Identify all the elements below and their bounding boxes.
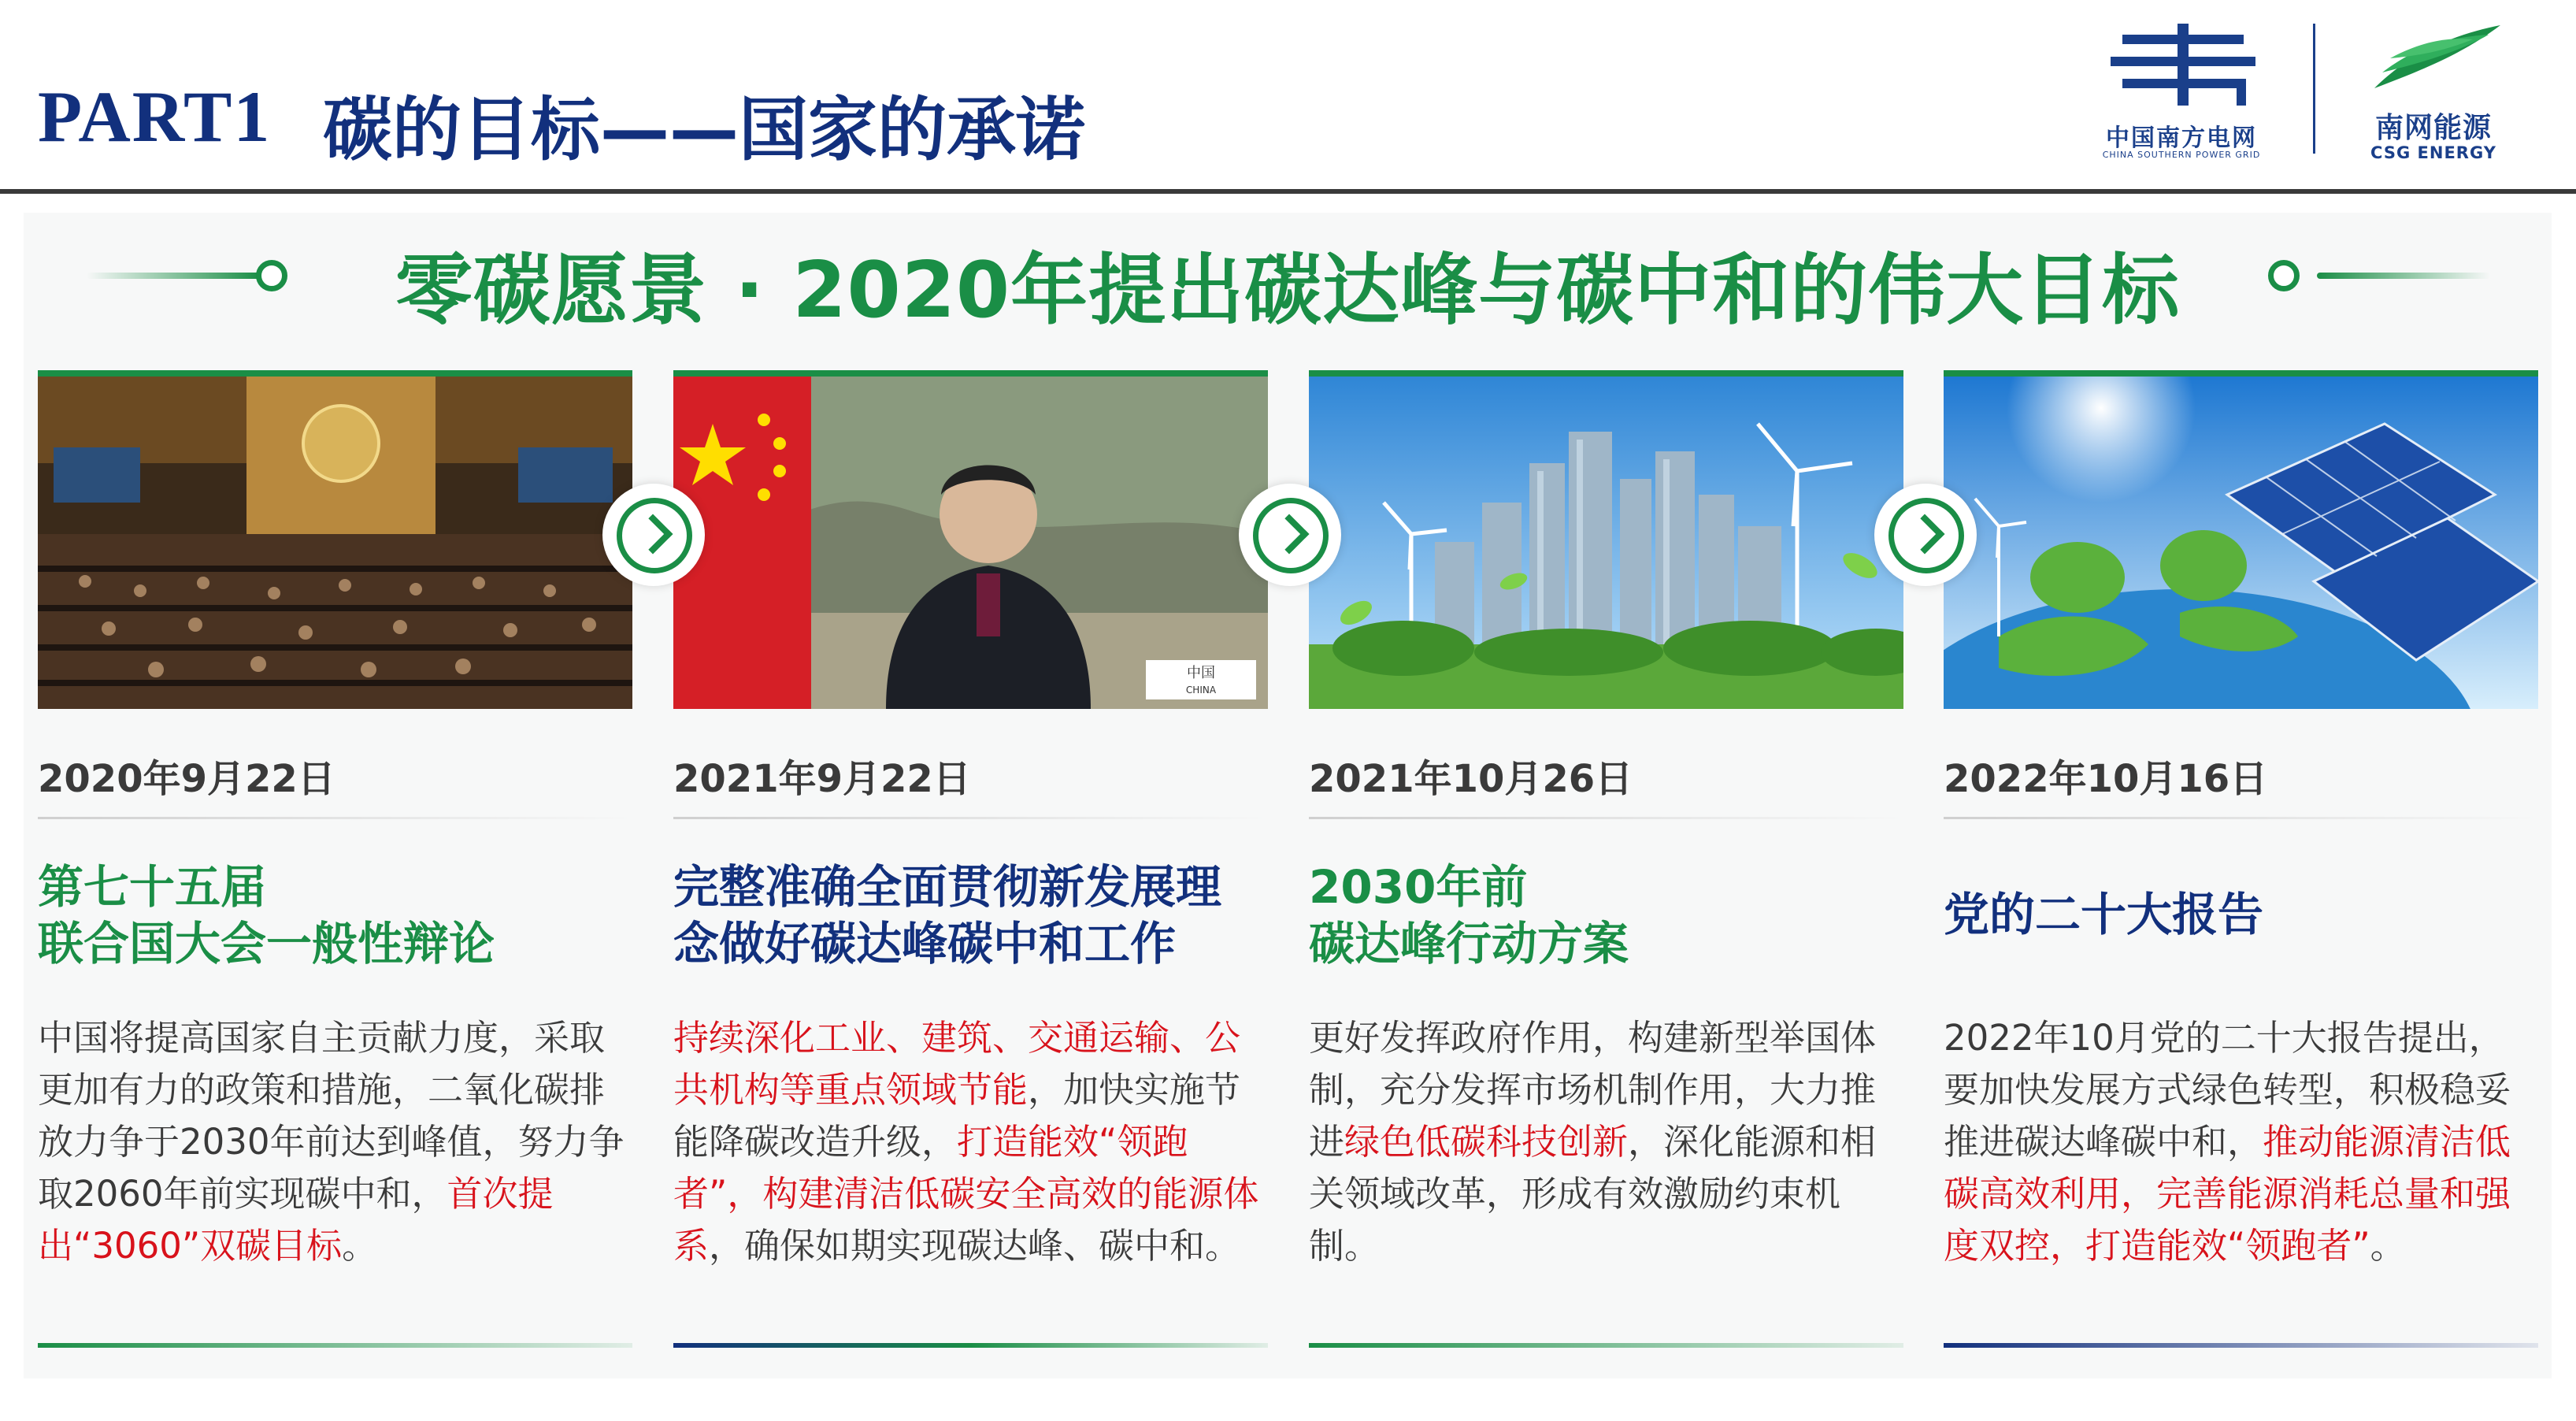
- card-title-line: 联合国大会一般性辩论: [38, 917, 495, 970]
- card-body-text: 2022年10月党的二十大报告提出，要加快发展方式绿色转型，积极稳妥推进碳达峰碳中和，: [1944, 1017, 2511, 1163]
- leaf-emblem-icon: [2343, 17, 2524, 104]
- card-title-line: 党的二十大报告: [1944, 888, 2264, 941]
- card-body-highlight: 绿色低碳科技创新: [1344, 1121, 1629, 1163]
- card-body-text: 更好发挥政府作用，构建新型举国体制，充分发挥市场机制作用，大力推进: [1309, 1017, 1877, 1163]
- un-assembly-photo: [38, 370, 632, 709]
- card-title-line: 完整准确全面贯彻新发展理: [673, 860, 1222, 914]
- timeline-card-1: [38, 370, 632, 1394]
- card-footer-line: [1944, 1343, 2538, 1348]
- card-date: 2021年9月22日: [673, 757, 971, 801]
- card-title-line: 碳达峰行动方案: [1309, 917, 1629, 970]
- card-title-line: 念做好碳达峰碳中和工作: [673, 917, 1177, 970]
- csg-energy-logo: [2343, 17, 2524, 162]
- card-date: 2022年10月16日: [1944, 757, 2268, 801]
- csg-logo-sub: CHINA SOUTHERN POWER GRID: [2102, 150, 2261, 160]
- video-address-photo: [673, 370, 1268, 709]
- card-title-line: 2030年前: [1309, 860, 1528, 914]
- csg-energy-logo-sub: CSG ENERGY: [2370, 143, 2496, 162]
- card-footer-line: [38, 1343, 632, 1348]
- card-body-highlight: 首次提出“3060”双碳目标: [38, 1173, 554, 1267]
- green-city-photo: [1309, 370, 1903, 709]
- card-body: [1309, 1012, 1900, 1272]
- slide-header: [0, 0, 2576, 197]
- header-divider: [0, 189, 2576, 194]
- logo-divider: [2313, 24, 2315, 154]
- banner-line-right: [2317, 273, 2490, 279]
- card-title: [673, 859, 1268, 972]
- card-title-line: 第七十五届: [38, 860, 267, 914]
- banner-line-left: [87, 273, 260, 279]
- card-body-text: 。: [342, 1225, 378, 1267]
- card-footer-line: [673, 1343, 1268, 1348]
- card-date: 2021年10月26日: [1309, 757, 1633, 801]
- solar-earth-photo: [1944, 370, 2538, 709]
- slide-title: 碳的目标——国家的承诺: [323, 89, 1086, 170]
- card-footer-line: [1309, 1343, 1903, 1348]
- card-body-text: ，深化能源和相关领域改革，形成有效激励约束机制。: [1309, 1121, 1877, 1267]
- timeline-card-2: [673, 370, 1268, 1394]
- timeline-card-4: [1944, 370, 2538, 1394]
- card-separator: [38, 817, 632, 819]
- card-body: [38, 1012, 628, 1272]
- card-separator: [1944, 817, 2538, 819]
- banner-title: 零碳愿景 · 2020年提出碳达峰与碳中和的伟大目标: [395, 246, 2181, 336]
- card-body-text: 中国将提高国家自主贡献力度，采取更加有力的政策和措施，二氧化碳排放力争于2030年前达到峰值，努力争取2060年前实现碳中和，: [38, 1017, 625, 1215]
- banner-dot-left: [256, 260, 287, 291]
- card-body-text: ，确保如期实现碳达峰、碳中和。: [709, 1225, 1241, 1267]
- card-body: [1944, 1012, 2534, 1272]
- card-body-highlight: 打造能效“领跑者”，构建清洁低碳安全高效的能源体系: [673, 1121, 1259, 1267]
- card-body: [673, 1012, 1264, 1272]
- part-label: PART1: [38, 76, 272, 157]
- nameplate-label-en: CHINA: [1185, 685, 1217, 696]
- card-title: [1944, 886, 2538, 943]
- csg-energy-logo-name: 南网能源: [2374, 112, 2492, 144]
- card-date: 2020年9月22日: [38, 757, 335, 801]
- next-arrow-icon: [1874, 484, 1977, 586]
- nameplate-label: 中国: [1187, 665, 1215, 681]
- card-body-highlight: 持续深化工业、建筑、交通运输、公共机构等重点领域节能: [673, 1017, 1241, 1111]
- csg-logo-name: 中国南方电网: [2106, 124, 2257, 152]
- next-arrow-icon: [602, 484, 705, 586]
- card-title: [1309, 859, 1903, 972]
- timeline-card-3: [1309, 370, 1903, 1394]
- card-body-highlight: 推动能源清洁低碳高效利用，完善能源消耗总量和强度双控，打造能效“领跑者”: [1944, 1121, 2511, 1267]
- card-separator: [1309, 817, 1903, 819]
- card-body-text: ，加快实施节能降碳改造升级，: [673, 1069, 1241, 1163]
- next-arrow-icon: [1239, 484, 1341, 586]
- card-title: [38, 859, 632, 972]
- csg-emblem-icon: [2079, 17, 2284, 116]
- card-separator: [673, 817, 1268, 819]
- card-body-text: 。: [2370, 1225, 2406, 1267]
- banner-dot-right: [2268, 260, 2300, 291]
- csg-logo: [2079, 17, 2284, 159]
